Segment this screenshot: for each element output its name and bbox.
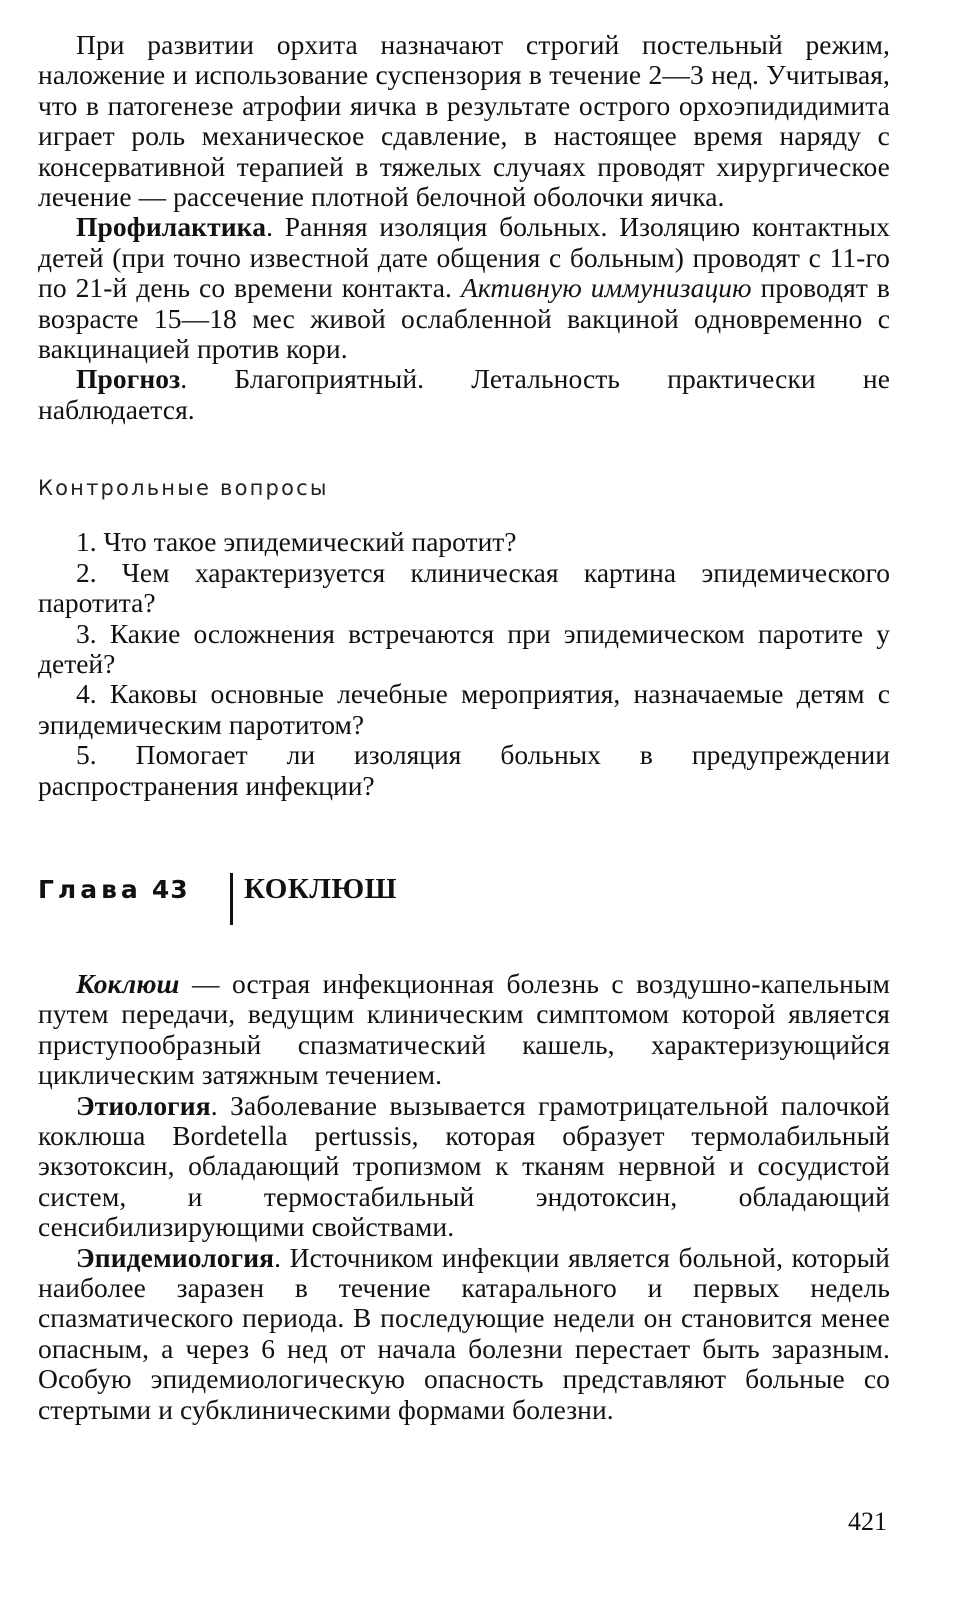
etiology-text: . Заболевание вызывается грамотрицательной палочкой коклюша Bordetella pertussis, которая образует термолабильный экзотоксин, обладающий тропизмом к тканям нервной и сосудистой систем, и термостабильный эндотоксин, обладающий сенсибилизирующими свойствами. bbox=[38, 1089, 890, 1243]
chapter-number: 43 bbox=[151, 874, 189, 904]
etiology-label: Этиология bbox=[76, 1089, 211, 1121]
epidemiology-text: . Источником инфекции является больной, который наиболее заразен в течение катарального и первых недель спазматического периода. В последующие недели он становится менее опасным, а через 6 нед от начала болезни перестает быть заразным. Особую эпидемиологическую опасность представляют больные со стертыми и субклиническими формами болезни. bbox=[38, 1241, 890, 1425]
prophylaxis-text-a: . Ранняя изоляция больных. Изоляцию контактных детей (при точно известной дате общения с больным) проводят с 11-го по 21-й день со времени контакта. bbox=[38, 211, 890, 304]
epidemiology-label: Эпидемиология bbox=[76, 1241, 275, 1273]
chapter-header bbox=[38, 873, 890, 939]
definition-text: — острая инфекционная болезнь с воздушно-капельным путем передачи, ведущим клиническим симптомом которой является приступообразный спазматический кашель, характеризующийся циклическим затяжным течением. bbox=[38, 967, 890, 1091]
definition-paragraph bbox=[38, 969, 890, 1091]
question-item: 3. Какие осложнения встречаются при эпидемическом паротите у детей? bbox=[38, 617, 890, 679]
chapter-body bbox=[38, 969, 890, 1425]
chapter-title: КОКЛЮШ bbox=[244, 872, 397, 905]
prognosis-label: Прогноз bbox=[76, 363, 181, 395]
definition-term: Коклюш bbox=[76, 967, 180, 999]
page-content bbox=[38, 30, 890, 1425]
prophylaxis-paragraph bbox=[38, 212, 890, 364]
orchitis-paragraph bbox=[38, 30, 890, 212]
prophylaxis-italic: Активную иммунизацию bbox=[460, 272, 752, 304]
question-item: 4. Каковы основные лечебные мероприятия, назначаемые детям с эпидемическим паротитом? bbox=[38, 678, 890, 740]
question-item: 2. Чем характеризуется клиническая картина эпидемического паротита? bbox=[38, 556, 890, 619]
chapter-word: Глава bbox=[38, 874, 142, 904]
prophylaxis-label: Профилактика bbox=[76, 211, 267, 243]
question-item: 1. Что такое эпидемический паротит? bbox=[76, 526, 517, 558]
prognosis-text: . Благоприятный. Летальность практически не наблюдается. bbox=[38, 363, 890, 425]
control-questions-list bbox=[38, 527, 890, 801]
control-questions-heading: Контрольные вопросы bbox=[38, 476, 329, 501]
orchitis-text: При развитии орхита назначают строгий постельный режим, наложение и использование суспензория в течение 2—3 нед. Учитывая, что в патогенезе атрофии яичка в результате острого орхоэпидидимита играет роль механическое сдавление, в настоящее время наряду с консервативной терапией в тяжелых случаях проводят хирургическое лечение — рассечение плотной белочной оболочки яичка. bbox=[38, 29, 890, 213]
etiology-paragraph bbox=[38, 1091, 890, 1243]
chapter-label bbox=[38, 875, 189, 904]
epidemiology-paragraph bbox=[38, 1243, 890, 1425]
question-item: 5. Помогает ли изоляция больных в предупреждении распространения инфекции? bbox=[38, 739, 890, 801]
chapter-divider bbox=[230, 873, 233, 925]
prognosis-paragraph bbox=[38, 364, 890, 425]
prophylaxis-text-b: проводят в возрасте 15—18 мес живой ослабленной вакциной одновременно с вакцинацией против кори. bbox=[38, 272, 890, 365]
page-number: 421 bbox=[848, 1507, 887, 1536]
